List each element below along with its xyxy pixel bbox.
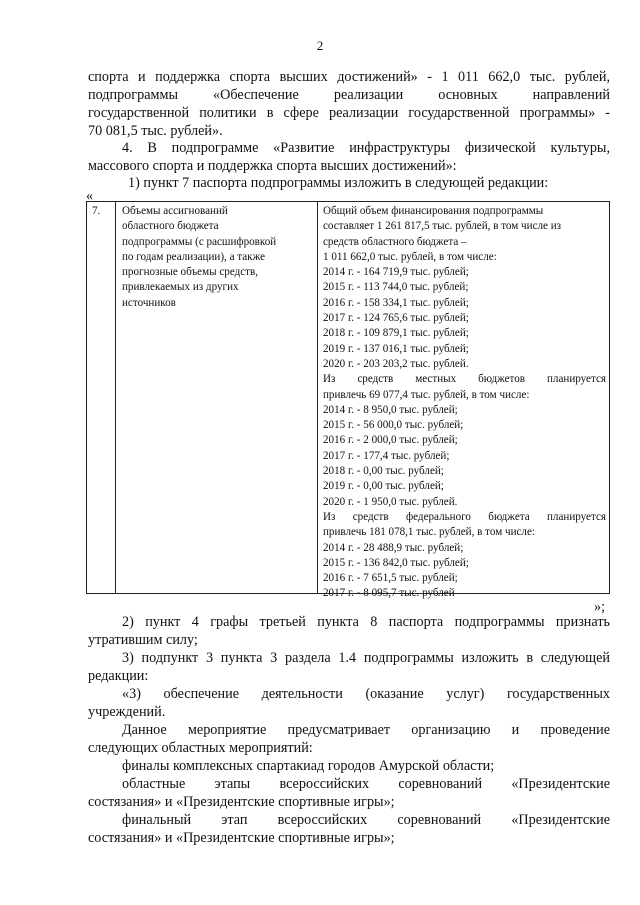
intro-line-2: подпрограммы «Обеспечение реализации основных направлений — [88, 87, 610, 103]
value-line: привлечь 69 077,4 тыс. рублей, в том числе: — [323, 388, 530, 401]
after-line-3: 3) подпункт 3 пункта 3 раздела 1.4 подпрограммы изложить в следующей — [122, 650, 610, 666]
value-line: Из средств федерального бюджета планируется — [323, 510, 606, 523]
value-line: 2014 г. - 164 719,9 тыс. рублей; — [323, 266, 469, 279]
value-line: 2020 г. - 203 203,2 тыс. рублей. — [323, 357, 469, 370]
intro-line-3: государственной политики в сфере реализации государственной программы» - — [88, 105, 610, 121]
value-line: 2020 г. - 1 950,0 тыс. рублей. — [323, 495, 458, 508]
after-line-5: «3) обеспечение деятельности (оказание услуг) государственных — [122, 686, 610, 702]
section4-line-3: 1) пункт 7 паспорта подпрограммы изложить в следующей редакции: — [128, 175, 549, 191]
label-line: источников — [122, 296, 176, 309]
table-divider-2 — [317, 202, 318, 593]
after-line-13: состязания» и «Президентские спортивные игры»; — [88, 830, 395, 846]
page-number: 2 — [316, 38, 324, 53]
after-line-2: утратившим силу; — [88, 632, 198, 648]
label-line: привлекаемых из других — [122, 281, 239, 294]
after-line-10: областные этапы всероссийских соревнований «Президентские — [122, 776, 610, 792]
table-value-cell — [323, 204, 606, 602]
table-divider-1 — [115, 202, 116, 593]
section4-line-1: 4. В подпрограмме «Развитие инфраструктуры физической культуры, — [122, 140, 610, 156]
after-line-8: следующих областных мероприятий: — [88, 740, 313, 756]
value-line: 2019 г. - 0,00 тыс. рублей; — [323, 480, 444, 493]
value-line: 2017 г. - 177,4 тыс. рублей; — [323, 449, 450, 462]
value-line: 2016 г. - 2 000,0 тыс. рублей; — [323, 434, 458, 447]
after-line-6: учреждений. — [88, 704, 166, 720]
section4-line-2: массового спорта и поддержка спорта высших достижений»: — [88, 158, 457, 174]
after-line-1: 2) пункт 4 графы третьей пункта 8 паспорта подпрограммы признать — [122, 614, 610, 630]
value-line: 2017 г. - 124 765,6 тыс. рублей; — [323, 312, 469, 325]
value-line: составляет 1 261 817,5 тыс. рублей, в том числе из — [323, 220, 562, 233]
table-row-number: 7. — [92, 205, 101, 217]
value-line: 2017 г. - 8 095,7 тыс. рублей — [323, 587, 455, 600]
value-line: средств областного бюджета – — [323, 235, 467, 248]
value-line: Общий объем финансирования подпрограммы — [323, 205, 544, 217]
value-line: 2015 г. - 136 842,0 тыс. рублей; — [323, 556, 469, 569]
value-line: 2014 г. - 8 950,0 тыс. рублей; — [323, 403, 458, 416]
after-line-7: Данное мероприятие предусматривает организацию и проведение — [122, 722, 610, 738]
value-line: 2015 г. - 113 744,0 тыс. рублей; — [323, 281, 469, 294]
label-line: подпрограммы (с расшифровкой — [122, 235, 277, 248]
label-line: Объемы ассигнований — [122, 205, 228, 217]
value-line: 2015 г. - 56 000,0 тыс. рублей; — [323, 419, 464, 432]
intro-line-1: спорта и поддержка спорта высших достижений» - 1 011 662,0 тыс. рублей, — [88, 69, 610, 85]
label-line: прогнозные объемы средств, — [122, 266, 259, 279]
value-line: 2016 г. - 7 651,5 тыс. рублей; — [323, 572, 458, 585]
value-line: Из средств местных бюджетов планируется — [323, 373, 606, 386]
value-line: 2019 г. - 137 016,1 тыс. рублей; — [323, 342, 469, 355]
passport-table — [86, 201, 610, 600]
label-line: по годам реализации), а также — [122, 250, 266, 263]
value-line: 1 011 662,0 тыс. рублей, в том числе: — [323, 250, 497, 263]
after-line-12: финальный этап всероссийских соревнований «Президентские — [122, 812, 610, 828]
after-line-9: финалы комплексных спартакиад городов Амурской области; — [122, 758, 495, 774]
value-line: 2018 г. - 109 879,1 тыс. рублей; — [323, 327, 469, 340]
close-quote: »; — [594, 599, 606, 615]
open-quote: « — [86, 188, 94, 204]
after-line-4: редакции: — [88, 668, 149, 684]
value-line: 2014 г. - 28 488,9 тыс. рублей; — [323, 541, 464, 554]
after-line-11: состязания» и «Президентские спортивные игры»; — [88, 794, 395, 810]
value-line: 2018 г. - 0,00 тыс. рублей; — [323, 465, 444, 478]
value-line: привлечь 181 078,1 тыс. рублей, в том числе: — [323, 526, 535, 539]
table-label-cell — [122, 204, 312, 311]
intro-line-4: 70 081,5 тыс. рублей». — [88, 123, 223, 139]
label-line: областного бюджета — [122, 220, 219, 233]
value-line: 2016 г. - 158 334,1 тыс. рублей; — [323, 296, 469, 309]
